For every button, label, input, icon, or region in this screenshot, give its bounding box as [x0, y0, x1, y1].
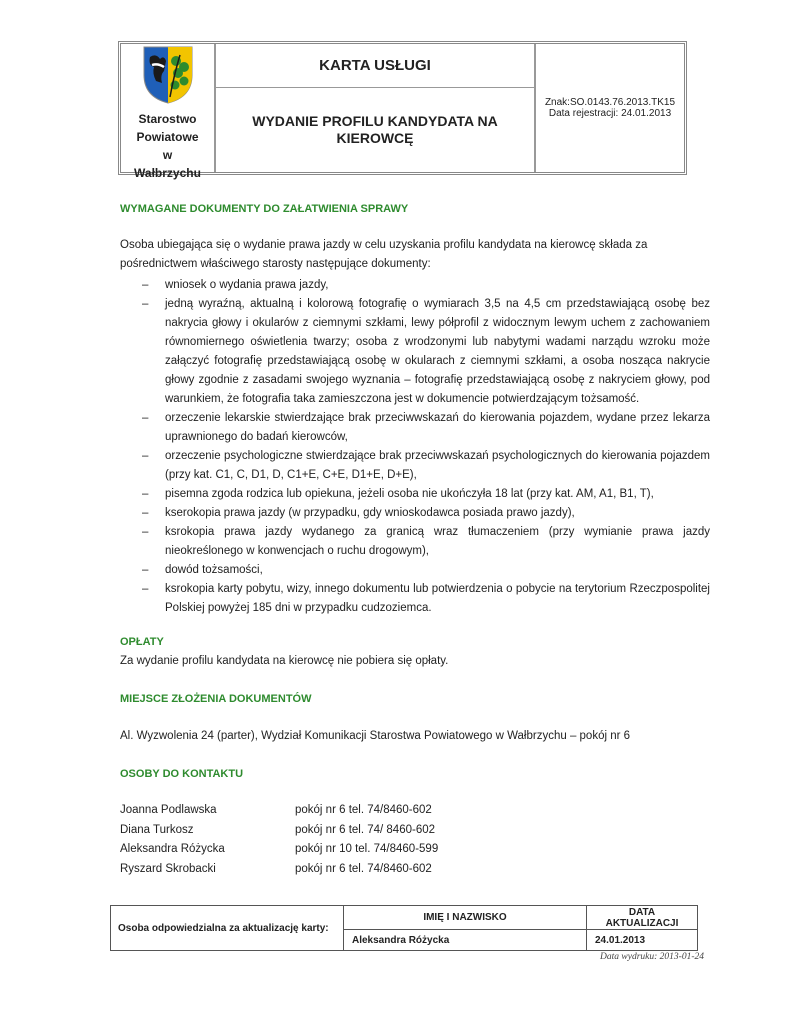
- fees-heading: OPŁATY: [120, 636, 164, 648]
- responsible-label: Osoba odpowiedzialna za aktualizację karty:: [111, 906, 344, 950]
- service-title: WYDANIE PROFILU KANDYDATA NA KIEROWCĘ: [252, 113, 498, 146]
- list-item: – ksrokopia karty pobytu, wizy, innego dokumentu lub potwierdzenia o pobycie na terytorium Rzeczpospolitej Polskiej powyżej 185 dni w przypadku cudzoziemca.: [142, 583, 710, 614]
- list-item: – pisemna zgoda rodzica lub opiekuna, jeżeli osoba nie ukończyła 18 lat (przy kat. AM, A1, B1, T),: [142, 488, 654, 500]
- logo-cell: [121, 44, 216, 180]
- date-value: 24.01.2013: [595, 935, 646, 946]
- list-item: – wniosek o wydania prawa jazdy,: [142, 279, 329, 291]
- title-cell: [216, 44, 536, 172]
- required-docs-intro: Osoba ubiegająca się o wydanie prawa jazdy w celu uzyskania profilu kandydata na kierowcę składa za pośrednictwem właściwego starosty następujące dokumenty:: [120, 239, 648, 270]
- contacts-heading: OSOBY DO KONTAKTU: [120, 768, 244, 780]
- print-date: Data wydruku: 2013-01-24: [600, 952, 704, 962]
- list-item: – ksrokopia prawa jazdy wydanego za granicą wraz tłumaczeniem (przy wymianie prawa jazdy nieokreślonego w konwencjach o ruchu drogowym),: [142, 526, 710, 557]
- list-item: – dowód tożsamości,: [142, 564, 263, 576]
- org-name: Starostwo Powiatowe w Wałbrzychu: [134, 112, 201, 180]
- date-header: DATA AKTUALIZACJI: [587, 906, 697, 930]
- update-table: [110, 905, 698, 951]
- place-text: Al. Wyzwolenia 24 (parter), Wydział Komunikacji Starostwa Powiatowego w Wałbrzychu – pokój nr 6: [120, 730, 631, 742]
- name-column: [344, 906, 587, 950]
- name-header: IMIĘ I NAZWISKO: [344, 906, 586, 930]
- place-heading: MIEJSCE ZŁOŻENIA DOKUMENTÓW: [120, 693, 312, 705]
- registration-cell: [536, 44, 684, 172]
- list-item: – kserokopia prawa jazdy (w przypadku, gdy wnioskodawca posiada prawo jazdy),: [142, 507, 575, 519]
- list-item: – orzeczenie lekarskie stwierdzające brak przeciwwskazań do kierowania pojazdem, wydane przez lekarza uprawnionego do badań kierowców,: [142, 412, 710, 443]
- card-title: KARTA USŁUGI: [216, 44, 534, 88]
- required-docs-list: [120, 276, 710, 618]
- name-value: Aleksandra Różycka: [352, 935, 450, 946]
- list-item: – jedną wyraźną, aktualną i kolorową fotografię o wymiarach 3,5 na 4,5 cm przedstawiającą osobę bez nakrycia głowy i okularów z ciemnymi szkłami, lewy półprofil z widocznym lewym uchem z zachowaniem równomiernego oświetlenia twarzy; osoba z wrodzonymi lub nabytymi wadami narządu wzroku może załączyć fotografię przedstawiającą osobę w okularach z ciemnymi szkłami, a osoba nosząca nakrycie głowy zgodnie z zasadami swojego wyznania – fotografię przedstawiającą osobę z nakryciem głowy, pod warunkiem, że fotografia taka zamieszczona jest w dokumencie potwierdzającym tożsamość.: [142, 298, 710, 405]
- sign-number: Znak:SO.0143.76.2013.TK15: [544, 97, 676, 108]
- required-docs-heading: WYMAGANE DOKUMENTY DO ZAŁATWIENIA SPRAWY: [120, 203, 409, 215]
- coat-of-arms-icon: [142, 45, 194, 105]
- fees-text: Za wydanie profilu kandydata na kierowcę nie pobiera się opłaty.: [120, 655, 449, 667]
- list-item: – orzeczenie psychologiczne stwierdzające brak przeciwwskazań psychologicznych do kierowania pojazdem (przy kat. C1, C, D1, D, C1+E, C+E, D1+E, D+E),: [142, 450, 710, 481]
- date-column: [587, 906, 697, 950]
- header-table: [118, 41, 687, 180]
- registration-date: Data rejestracji: 24.01.2013: [548, 108, 672, 119]
